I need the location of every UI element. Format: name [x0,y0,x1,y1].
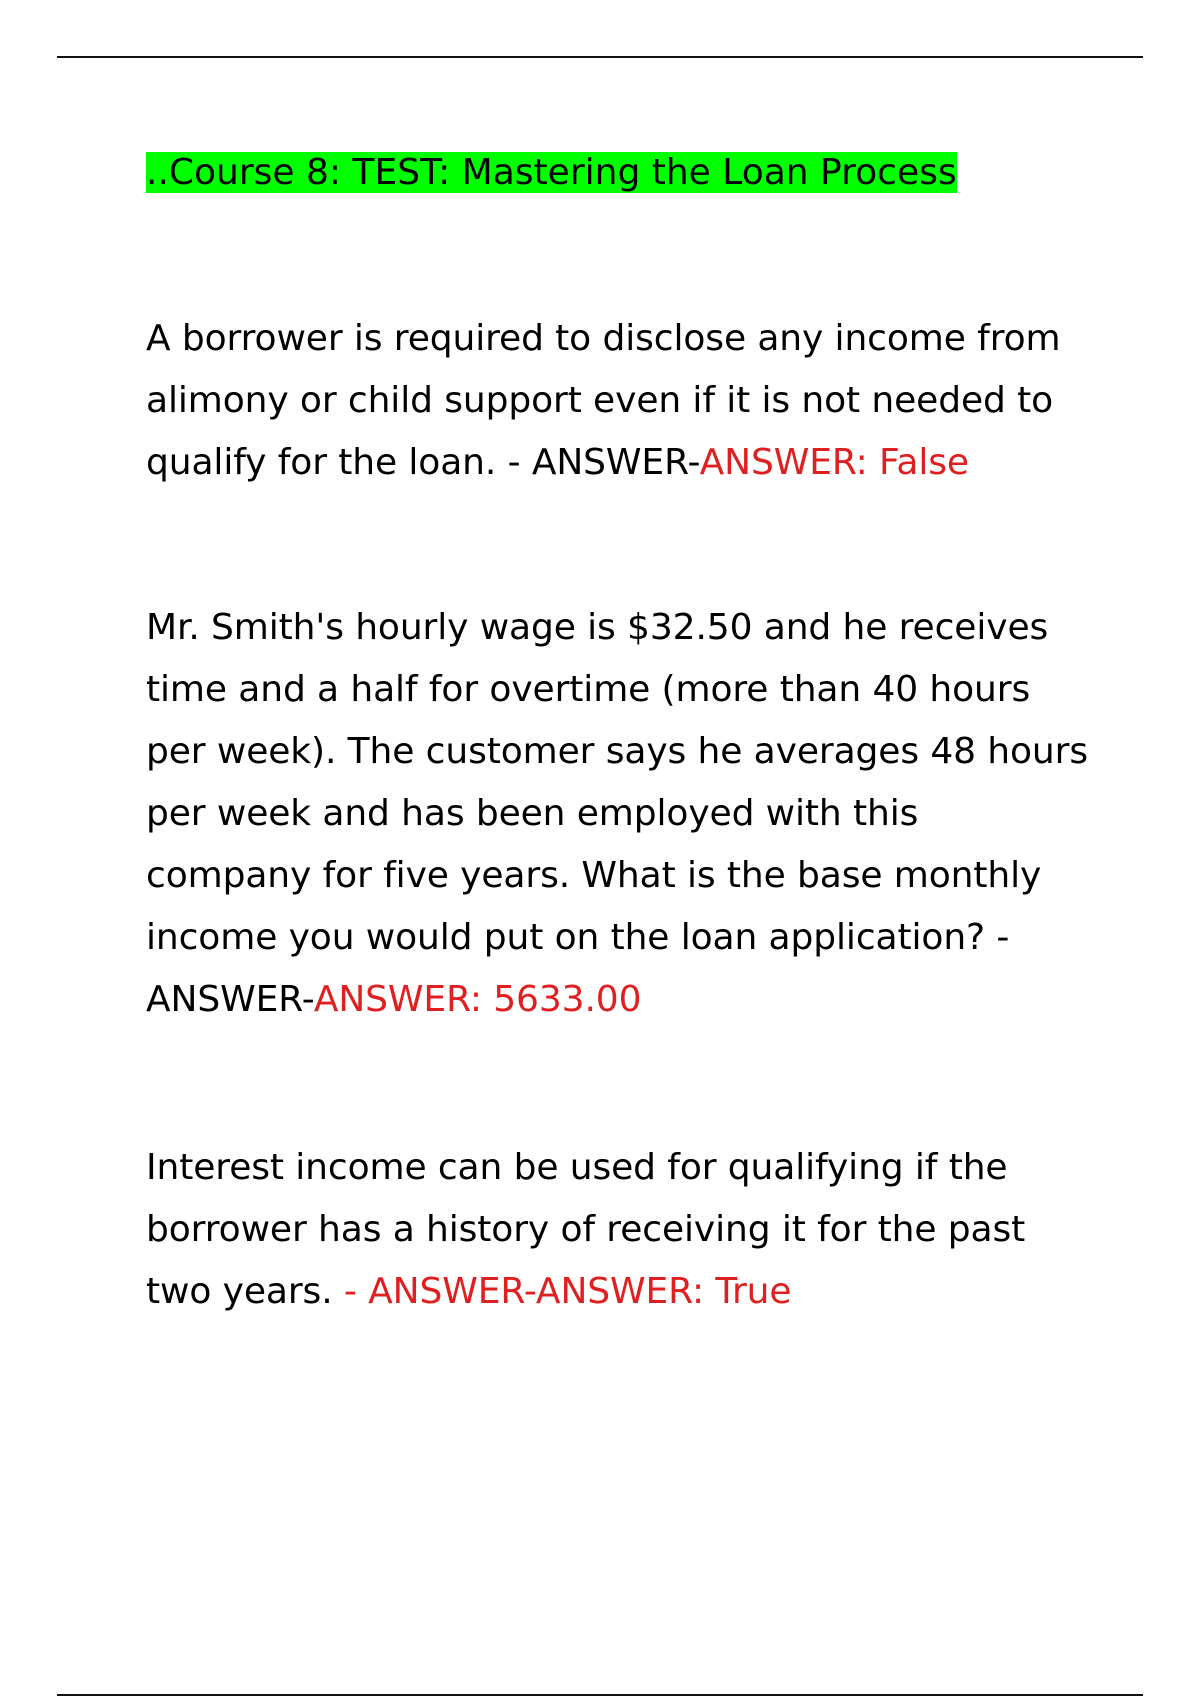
question-2 [146,597,1086,1031]
question-2-line-6: income you would put on the loan application? - [146,917,1010,958]
question-2-line-1: Mr. Smith's hourly wage is $32.50 and he receives [146,607,1049,648]
question-3-answer: - ANSWER-ANSWER: True [343,1271,792,1312]
bottom-rule [57,1694,1143,1696]
question-1-answer-prefix: qualify for the loan. - ANSWER- [146,442,700,483]
question-2-answer: ANSWER: 5633.00 [313,979,642,1020]
question-3 [146,1137,1086,1323]
question-1-line-2: alimony or child support even if it is not needed to [146,380,1054,421]
question-1-answer: ANSWER: False [699,442,969,483]
question-2-answer-prefix: ANSWER- [146,979,314,1020]
question-2-line-3: per week). The customer says he averages 48 hours [146,731,1088,772]
question-3-line-1: Interest income can be used for qualifying if the [146,1147,1008,1188]
document-title-text: ..Course 8: TEST: Mastering the Loan Process [146,152,957,193]
question-1-line-1: A borrower is required to disclose any income from [146,318,1061,359]
question-2-line-7 [146,969,1086,1031]
question-3-line-2: borrower has a history of receiving it for the past [146,1209,1026,1250]
question-3-answer-prefix: two years. [146,1271,344,1312]
question-1-line-3 [146,432,1086,494]
document-title [146,146,959,200]
top-rule [57,56,1143,58]
question-2-line-4: per week and has been employed with this [146,793,919,834]
question-2-line-5: company for five years. What is the base monthly [146,855,1042,896]
question-1 [146,308,1086,494]
question-3-line-3 [146,1261,1086,1323]
question-2-line-2: time and a half for overtime (more than 40 hours [146,669,1031,710]
